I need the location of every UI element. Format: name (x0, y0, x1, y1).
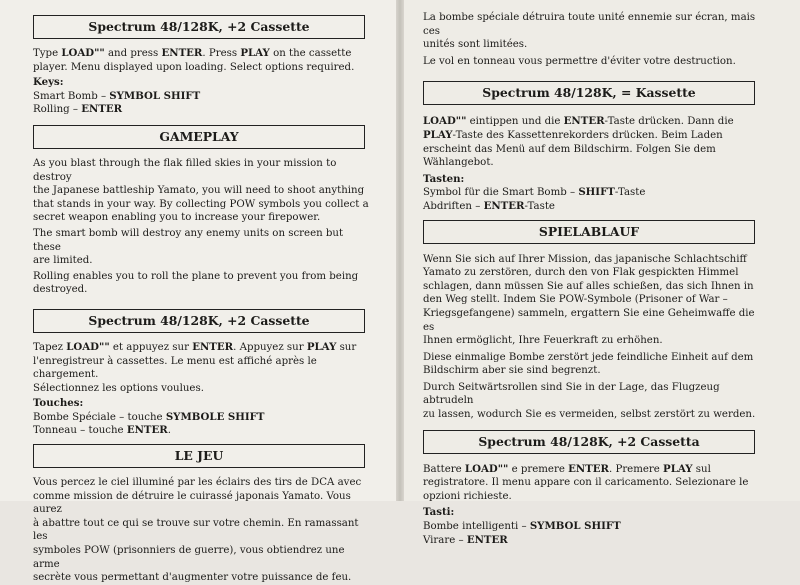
right-column (423, 0, 763, 547)
text-line: Wählangebot. (423, 157, 494, 169)
text-run: Virare – (423, 534, 467, 546)
text-run: Bombe Spéciale – touche (33, 411, 166, 423)
text-run: Type (33, 48, 62, 59)
enter-key: ENTER (563, 115, 605, 128)
text-line: Wenn Sie sich auf Ihrer Mission, das japanische Schlachtschiff (423, 253, 747, 265)
load-command: LOAD"" (61, 47, 105, 59)
key-name: SHIFT (578, 186, 615, 199)
text-line: schlagen, dann müssen Sie auf alles schießen, das sich Ihnen in (423, 280, 754, 292)
text-line: l'enregistreur à cassettes. Le menu est affiché après le chargement. (33, 355, 317, 381)
le-jeu-text (33, 476, 373, 585)
text-run: on the cassette (269, 48, 352, 59)
key-row-smart-bomb (33, 90, 373, 104)
text-line: comme mission de détruire le cuirassé japonais Yamato. Vous aurez (33, 490, 351, 516)
key-name: ENTER (126, 424, 168, 437)
key-row-smart-bomb (33, 411, 373, 425)
text-run: Bombe intelligenti – (423, 521, 530, 533)
key-row-rolling (33, 103, 373, 117)
left-column (33, 0, 373, 585)
section-heading-english-loading: Spectrum 48/128K, +2 Cassette (33, 15, 365, 39)
page-fold (396, 0, 404, 501)
section-heading-french-loading: Spectrum 48/128K, +2 Cassette (33, 309, 365, 333)
key-name: ENTER (483, 199, 525, 212)
key-row-smart-bomb (423, 520, 763, 534)
text-line: Le vol en tonneau vous permettre d'éviter votre destruction. (423, 55, 736, 67)
section-heading-gameplay: GAMEPLAY (33, 125, 365, 149)
key-name: SYMBOL SHIFT (529, 520, 621, 533)
text-run: sur (336, 341, 357, 353)
enter-key: ENTER (161, 47, 203, 59)
section-heading-italian-loading: Spectrum 48/128K, +2 Cassetta (423, 430, 755, 454)
text-run: e premere (508, 463, 569, 475)
text-line: Diese einmalige Bombe zerstört jede feindliche Einheit auf dem (423, 351, 754, 363)
text-line: Vous percez le ciel illuminé par les éclairs des tirs de DCA avec (33, 477, 362, 489)
key-row-rolling (33, 424, 373, 438)
play-key: PLAY (423, 128, 453, 141)
text-line: player. Menu displayed upon loading. Select options required. (33, 61, 355, 73)
key-row-smart-bomb (423, 186, 763, 200)
text-run: Battere (423, 463, 465, 475)
keys-label: Keys: (33, 76, 64, 89)
text-line: zu lassen, wodurch Sie es vermeiden, selbst zerstört zu werden. (423, 409, 756, 421)
load-command: LOAD"" (464, 462, 509, 475)
text-line (423, 129, 763, 143)
english-loading-text (33, 47, 373, 117)
text-line: Rolling enables you to roll the plane to prevent you from being (33, 270, 359, 282)
text-line: secret weapon enabling you to increase your firepower. (33, 212, 321, 224)
text-run: -Taste des Kassettenrekorders drücken. Beim Laden (452, 129, 723, 141)
text-line: à abattre tout ce qui se trouve sur votre chemin. En ramassant les (33, 517, 359, 543)
text-run: et appuyez sur (109, 341, 193, 353)
text-run: . (167, 425, 171, 437)
text-run: -Taste drücken. Dann die (604, 116, 734, 128)
text-run: . Press (202, 48, 241, 59)
text-line: As you blast through the flak filled skies in your mission to destroy (33, 157, 337, 183)
key-name: SYMBOLE SHIFT (165, 410, 265, 423)
text-run: -Taste (524, 200, 555, 212)
text-run: Tapez (33, 341, 67, 353)
text-line: secrète vous permettant d'augmenter votre puissance de feu. (33, 572, 352, 584)
text-line: Sélectionnez les options voulues. (33, 382, 204, 394)
text-run: Abdriften – (423, 200, 484, 212)
text-line: the Japanese battleship Yamato, you will need to shoot anything (33, 185, 365, 197)
text-line: Kriegsgefangene) sammeln, ergattern Sie eine Geheimwaffe die es (423, 307, 755, 333)
french-loading-text (33, 341, 373, 438)
section-heading-le-jeu: LE JEU (33, 444, 365, 468)
enter-key: ENTER (568, 462, 609, 475)
text-line: that stands in your way. By collecting POW symbols you collect a (33, 198, 369, 210)
play-key: PLAY (663, 462, 693, 475)
text-line: Yamato zu zerstören, durch den von Flak gespickten Himmel (423, 267, 739, 279)
text-run: Symbol für die Smart Bomb – (423, 187, 579, 199)
text-line: destroyed. (33, 284, 88, 296)
text-line: The smart bomb will destroy any enemy units on screen but these (33, 227, 344, 253)
french-gameplay-continued (423, 11, 763, 68)
text-line: unités sont limitées. (423, 39, 528, 51)
text-line: den Weg stellt. Indem Sie POW-Symbole (Prisoner of War – (423, 294, 728, 306)
text-run: Smart Bomb – (33, 90, 110, 102)
key-name: ENTER (81, 103, 123, 116)
section-heading-german-loading: Spectrum 48/128K, = Kassette (423, 81, 755, 105)
keys-label: Tasten: (423, 172, 465, 185)
text-run: Tonneau – touche (33, 425, 127, 437)
text-run: . Appuyez sur (233, 341, 307, 353)
text-line: Ihnen ermöglicht, Ihre Feuerkraft zu erhöhen. (423, 335, 663, 347)
italian-loading-text (423, 463, 763, 548)
keys-label: Touches: (33, 397, 84, 410)
text-line: La bombe spéciale détruira toute unité ennemie sur écran, mais ces (423, 12, 756, 37)
text-line: Bildschirm aber sie sind begrenzt. (423, 365, 601, 377)
text-line (423, 463, 763, 477)
text-line: Durch Seitwärtsrollen sind Sie in der Lage, das Flugzeug abtrudeln (423, 381, 720, 407)
text-run: Rolling – (33, 104, 82, 116)
key-name: SYMBOL SHIFT (109, 89, 201, 102)
keys-label: Tasti: (423, 506, 455, 519)
key-name: ENTER (466, 533, 508, 546)
gameplay-text (33, 157, 373, 297)
german-loading-text (423, 115, 763, 213)
section-heading-spielablauf: SPIELABLAUF (423, 220, 755, 244)
enter-key: ENTER (192, 340, 234, 353)
play-key: PLAY (240, 47, 270, 59)
text-run: . Premere (608, 463, 664, 475)
text-line: erscheint das Menü auf dem Bildschirm. Folgen Sie dem (423, 143, 716, 155)
text-line: opzioni richieste. (423, 490, 512, 502)
spielablauf-text (423, 253, 763, 422)
key-row-rolling (423, 534, 763, 548)
text-line (423, 115, 763, 129)
text-line (33, 341, 373, 355)
play-key: PLAY (306, 340, 337, 353)
text-line: registratore. Il menu appare con il caricamento. Selezionare le (423, 477, 749, 489)
text-line: symboles POW (prisonniers de guerre), vous obtiendrez une arme (33, 545, 345, 570)
load-command: LOAD"" (66, 340, 110, 353)
text-run: -Taste (614, 187, 646, 199)
text-run: sul (692, 463, 711, 475)
text-run: eintippen und die (466, 116, 564, 128)
key-row-rolling (423, 200, 763, 214)
load-command: LOAD"" (423, 115, 467, 128)
text-run: and press (104, 48, 162, 59)
text-line: are limited. (33, 255, 93, 267)
text-line (33, 47, 373, 61)
